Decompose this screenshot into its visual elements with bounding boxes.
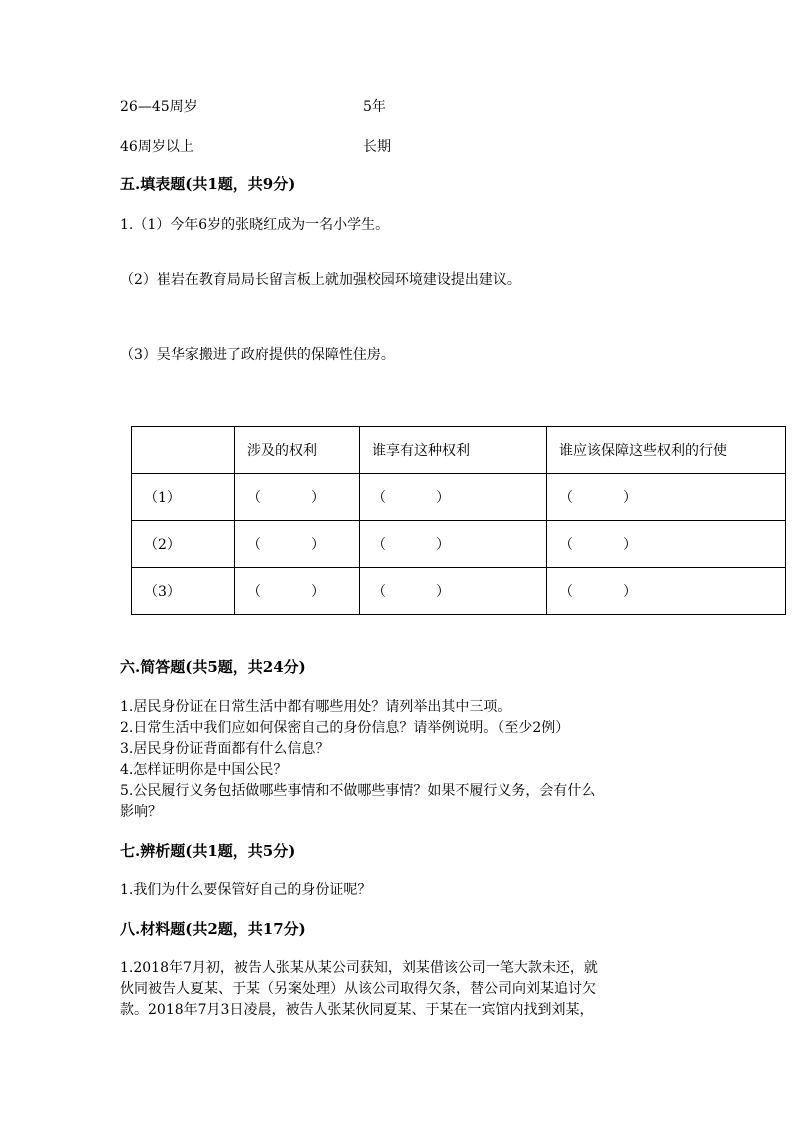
answer-blank[interactable]: （ ） <box>235 568 360 615</box>
table-header-blank <box>132 427 235 474</box>
section5-q1-intro: 1.（1）今年6岁的张晓红成为一名小学生。 <box>120 217 390 233</box>
validity-period-1: 5年 <box>363 99 386 115</box>
answer-blank[interactable]: （ ） <box>547 568 786 615</box>
section6-heading: 六.简答题(共5题，共24分) <box>120 658 306 676</box>
answer-blank[interactable]: （ ） <box>360 521 547 568</box>
material-line: 1.2018年7月初，被告人张某从某公司获知，刘某借该公司一笔大款未还，就 <box>120 960 598 976</box>
question-item: 1.居民身份证在日常生活中都有哪些用处？请列举出其中三项。 <box>120 699 512 715</box>
answer-blank[interactable]: （ ） <box>235 474 360 521</box>
age-range-1: 26—45周岁 <box>120 99 198 115</box>
row-label: （3） <box>132 568 235 615</box>
section7-q1: 1.我们为什么要保管好自己的身份证呢？ <box>120 882 372 898</box>
answer-blank[interactable]: （ ） <box>360 568 547 615</box>
row-label: （2） <box>132 521 235 568</box>
question-item: 4.怎样证明你是中国公民？ <box>120 762 288 778</box>
question-item: 5.公民履行义务包括做哪些事情和不做哪些事情？如果不履行义务，会有什么 <box>120 783 596 799</box>
question-item: 3.居民身份证背面都有什么信息？ <box>120 741 330 757</box>
section6-question-list <box>120 697 595 823</box>
answer-blank[interactable]: （ ） <box>547 521 786 568</box>
section7-heading: 七.辨析题(共1题，共5分) <box>120 842 296 860</box>
row-label: （1） <box>132 474 235 521</box>
table-header-rights: 涉及的权利 <box>235 427 360 474</box>
answer-blank[interactable]: （ ） <box>547 474 786 521</box>
table-row <box>132 474 786 521</box>
material-line: 伙同被告人夏某、于某（另案处理）从该公司取得欠条，替公司向刘某追讨欠 <box>120 981 596 997</box>
section5-q1-item3: （3）吴华家搬进了政府提供的保障性住房。 <box>120 347 395 363</box>
table-row <box>132 568 786 615</box>
rights-fill-table <box>131 426 786 615</box>
answer-blank[interactable]: （ ） <box>235 521 360 568</box>
question-item: 2.日常生活中我们应如何保密自己的身份信息？请举例说明。（至少2例） <box>120 720 570 736</box>
table-header-guarantor: 谁应该保障这些权利的行使 <box>547 427 786 474</box>
material-line: 款。2018年7月3日凌晨，被告人张某伙同夏某、于某在一宾馆内找到刘某， <box>120 1002 594 1018</box>
table-row <box>132 521 786 568</box>
section8-material <box>120 958 598 1021</box>
answer-blank[interactable]: （ ） <box>360 474 547 521</box>
table-header-row <box>132 427 786 474</box>
age-range-2: 46周岁以上 <box>120 139 194 155</box>
validity-period-2: 长期 <box>363 139 391 155</box>
section8-heading: 八.材料题(共2题，共17分) <box>120 920 306 938</box>
section5-q1-item2: （2）崔岩在教育局局长留言板上就加强校园环境建设提出建议。 <box>120 272 521 288</box>
section5-heading: 五.填表题(共1题，共9分) <box>120 175 296 193</box>
table-header-holder: 谁享有这种权利 <box>360 427 547 474</box>
question-item: 影响？ <box>120 804 162 820</box>
